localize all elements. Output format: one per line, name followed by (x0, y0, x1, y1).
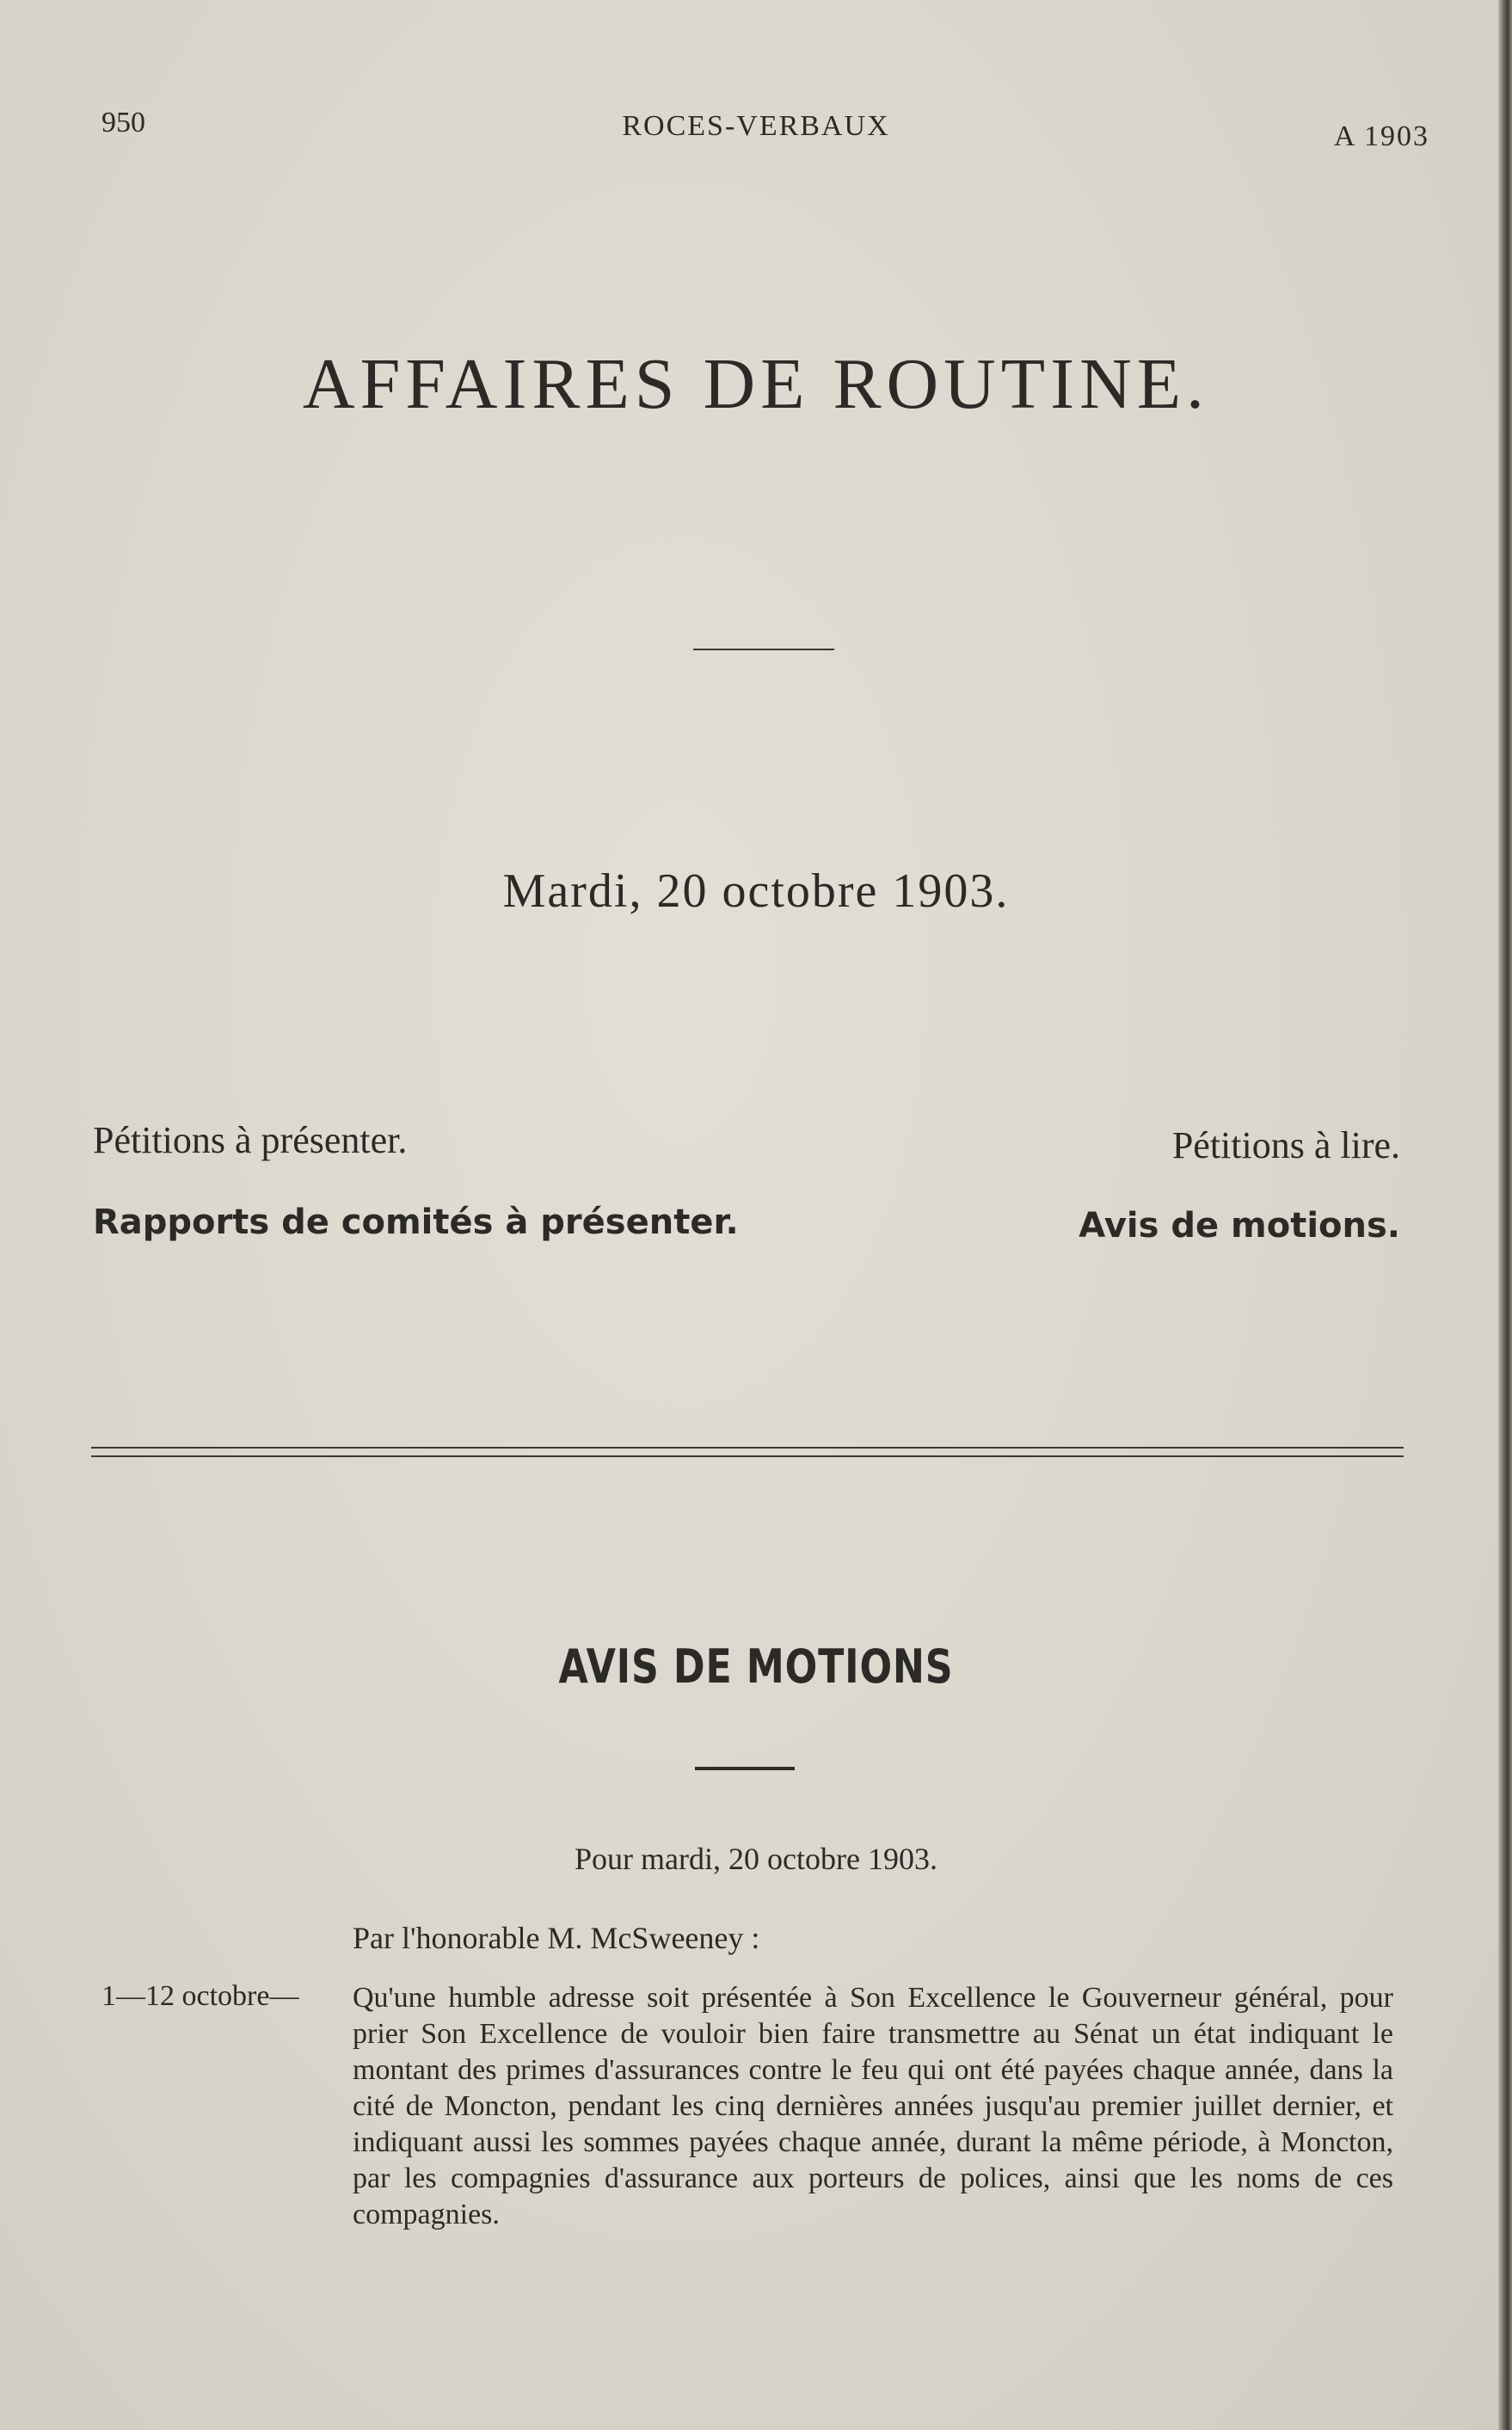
routine-item-petitions-lire: Pétitions à lire. (1171, 1124, 1400, 1166)
title-divider (693, 649, 834, 650)
page-number: 950 (101, 107, 145, 138)
by-line: Par l'honorable M. McSweeney : (353, 1921, 760, 1955)
pour-line: Pour mardi, 20 octobre 1903. (575, 1842, 937, 1876)
main-title: AFFAIRES DE ROUTINE. (302, 344, 1210, 424)
section-title: AVIS DE MOTIONS (558, 1639, 954, 1694)
header-year: A 1903 (1333, 120, 1429, 152)
motion-date: 1—12 octobre— (101, 1980, 299, 2012)
routine-item-petitions-presenter: Pétitions à présenter. (93, 1119, 408, 1161)
running-title: ROCES-VERBAUX (622, 110, 890, 142)
date-line: Mardi, 20 octobre 1903. (502, 864, 1010, 918)
routine-item-avis-motions: Avis de motions. (1079, 1206, 1400, 1246)
section-double-rule (91, 1447, 1404, 1457)
motion-text: Qu'une humble adresse soit présentée à Son Excellence le Gouverneur général, pour prier Son Excellence de vouloir bien faire transmettre au Sénat un état indiquant le montant des primes d'assurances contre le feu qui ont été payées chaque année, dans la cité de Moncton, pendant les cinq dernières années jusqu'au premier juillet dernier, et indiquant aussi les sommes payées chaque année, durant la même période, à Moncton, par les compagnies d'assurance aux porteurs de polices, ainsi que les noms de ces compagnies. (353, 1982, 1393, 2230)
routine-item-rapports-comites: Rapports de comités à présenter. (93, 1203, 739, 1242)
section-divider (695, 1767, 795, 1770)
